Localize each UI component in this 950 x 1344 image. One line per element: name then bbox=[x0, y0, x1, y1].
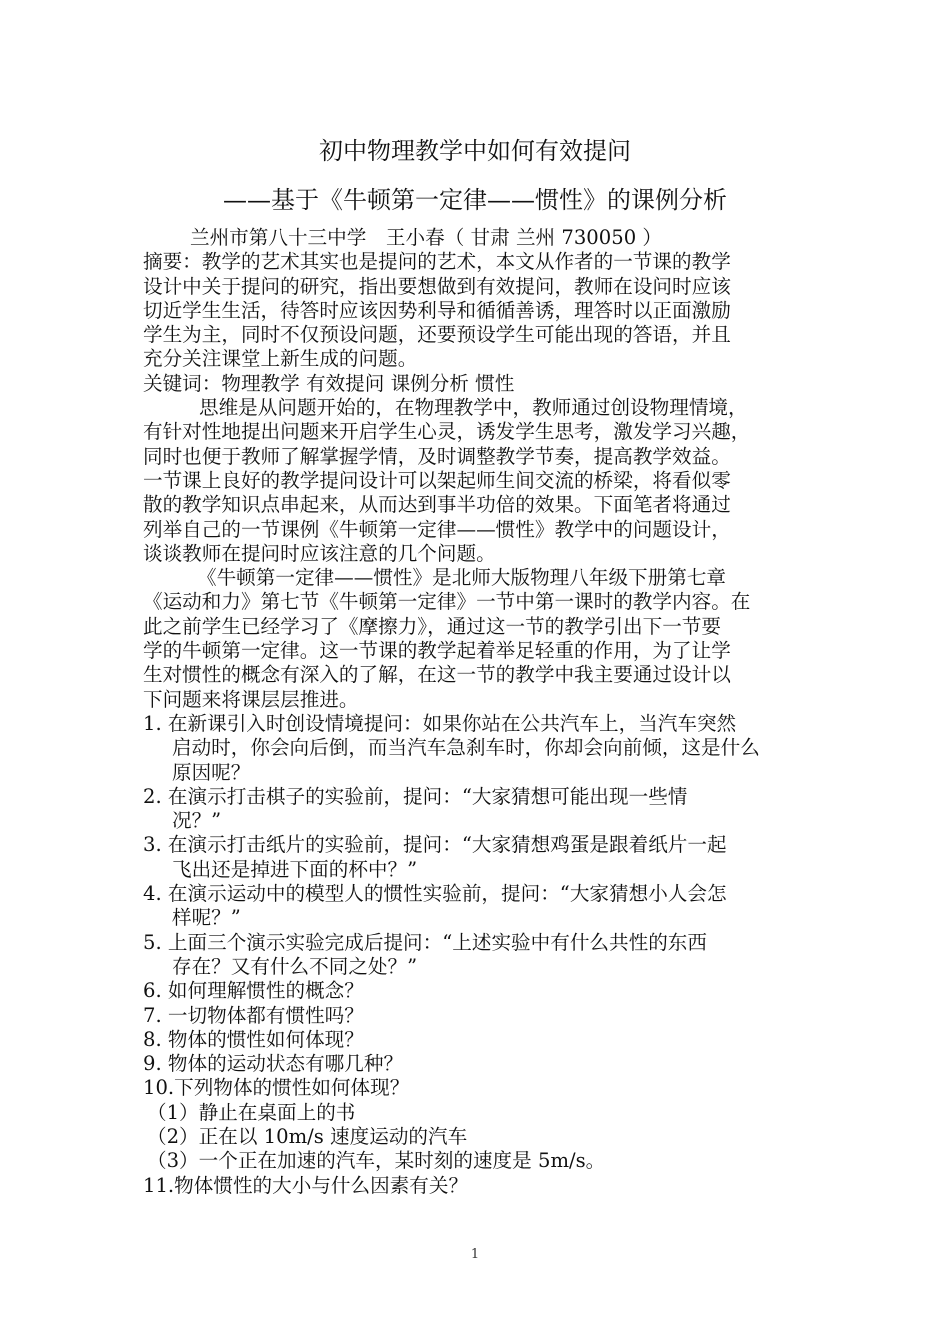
abstract-line: 设计中关于提问的研究，指出要想做到有效提问，教师在设问时应该 bbox=[143, 274, 731, 298]
paragraph-line: 思维是从问题开始的，在物理教学中，教师通过创设物理情境， bbox=[199, 396, 748, 420]
question-text: 1. 在新课引入时创设情境提问：如果你站在公共汽车上，当汽车突然 bbox=[143, 711, 737, 735]
paragraph-line: 散的教学知识点串起来，从而达到事半功倍的效果。下面笔者将通过 bbox=[143, 493, 731, 517]
question-item bbox=[143, 712, 818, 785]
question-item: 9. 物体的运动状态有哪几种？ bbox=[143, 1052, 404, 1076]
question-item: 10.下列物体的惯性如何体现？ bbox=[143, 1076, 410, 1100]
question-item bbox=[143, 882, 818, 931]
paragraph-line: 《运动和力》第七节《牛顿第一定律》一节中第一课时的教学内容。在 bbox=[143, 590, 751, 614]
paragraph-line: 有针对性地提出问题来开启学生心灵，诱发学生思考，激发学习兴趣， bbox=[143, 420, 751, 444]
question-continuation: 样呢？” bbox=[172, 906, 241, 930]
sub-item: （2）正在以 10m/s 速度运动的汽车 bbox=[147, 1124, 468, 1148]
question-item: 8. 物体的惯性如何体现？ bbox=[143, 1027, 364, 1051]
question-text: 3. 在演示打击纸片的实验前，提问：“大家猜想鸡蛋是跟着纸片一起 bbox=[143, 833, 727, 857]
sub-item-list bbox=[143, 1101, 818, 1174]
author-line: 兰州市第八十三中学 王小春（ 甘肃 兰州 730050 ） bbox=[190, 226, 662, 249]
document-body bbox=[143, 226, 818, 1198]
abstract-line: 学生为主，同时不仅预设问题，还要预设学生可能出现的答语，并且 bbox=[143, 323, 731, 347]
question-continuation: 存在？又有什么不同之处？” bbox=[172, 954, 418, 978]
paragraph-line: 谈谈教师在提问时应该注意的几个问题。 bbox=[143, 541, 496, 565]
question-continuation: 启动时，你会向后倒，而当汽车急刹车时，你却会向前倾，这是什么 bbox=[172, 736, 760, 760]
paragraph-line: 下问题来将课层层推进。 bbox=[143, 687, 359, 711]
abstract-line: 充分关注课堂上新生成的问题。 bbox=[143, 347, 418, 371]
paragraph-lesson bbox=[143, 566, 818, 712]
page-number: 1 bbox=[470, 1247, 480, 1262]
question-continuation: 况？” bbox=[172, 809, 222, 833]
question-text: 2. 在演示打击棋子的实验前，提问：“大家猜想可能出现一些情 bbox=[143, 784, 688, 808]
paragraph-line: 生对惯性的概念有深入的了解，在这一节的教学中我主要通过设计以 bbox=[143, 663, 731, 687]
question-item bbox=[143, 785, 818, 834]
keywords-line: 关键词：物理教学 有效提问 课例分析 惯性 bbox=[143, 371, 515, 395]
abstract-line: 摘要：教学的艺术其实也是提问的艺术，本文从作者的一节课的教学 bbox=[143, 250, 731, 274]
paragraph-line: 此之前学生已经学习了《摩擦力》，通过这一节的教学引出下一节要 bbox=[143, 614, 722, 638]
abstract bbox=[143, 250, 818, 371]
document-subtitle: ——基于《牛顿第一定律——惯性》的课例分析 bbox=[223, 186, 727, 214]
question-continuation: 原因呢？ bbox=[172, 760, 251, 784]
paragraph-line: 列举自己的一节课例《牛顿第一定律——惯性》教学中的问题设计， bbox=[143, 517, 731, 541]
question-continuation: 飞出还是掉进下面的杯中？” bbox=[172, 857, 418, 881]
question-text: 4. 在演示运动中的模型人的惯性实验前，提问：“大家猜想小人会怎 bbox=[143, 882, 727, 906]
paragraph-line: 学的牛顿第一定律。这一节课的教学起着举足轻重的作用，为了让学 bbox=[143, 639, 731, 663]
question-list bbox=[143, 712, 818, 1198]
question-item bbox=[143, 833, 818, 882]
abstract-line: 切近学生生活，待答时应该因势利导和循循善诱，理答时以正面激励 bbox=[143, 298, 731, 322]
question-item: 11.物体惯性的大小与什么因素有关？ bbox=[143, 1173, 469, 1197]
paragraph-line: 一节课上良好的教学提问设计可以架起师生间交流的桥梁，将看似零 bbox=[143, 468, 731, 492]
question-text: 5. 上面三个演示实验完成后提问：“上述实验中有什么共性的东西 bbox=[143, 930, 707, 954]
paragraph-line: 同时也便于教师了解掌握学情，及时调整教学节奏，提高教学效益。 bbox=[143, 444, 731, 468]
paragraph-line: 《牛顿第一定律——惯性》是北师大版物理八年级下册第七章 bbox=[197, 566, 727, 590]
question-item: 7. 一切物体都有惯性吗？ bbox=[143, 1003, 364, 1027]
paragraph-intro bbox=[143, 396, 818, 566]
sub-item: （3）一个正在加速的汽车，某时刻的速度是 5m/s。 bbox=[147, 1149, 606, 1173]
question-item: 6. 如何理解惯性的概念？ bbox=[143, 979, 364, 1003]
sub-item: （1）静止在桌面上的书 bbox=[147, 1100, 356, 1124]
question-item bbox=[143, 931, 818, 980]
document-title: 初中物理教学中如何有效提问 bbox=[319, 137, 631, 165]
